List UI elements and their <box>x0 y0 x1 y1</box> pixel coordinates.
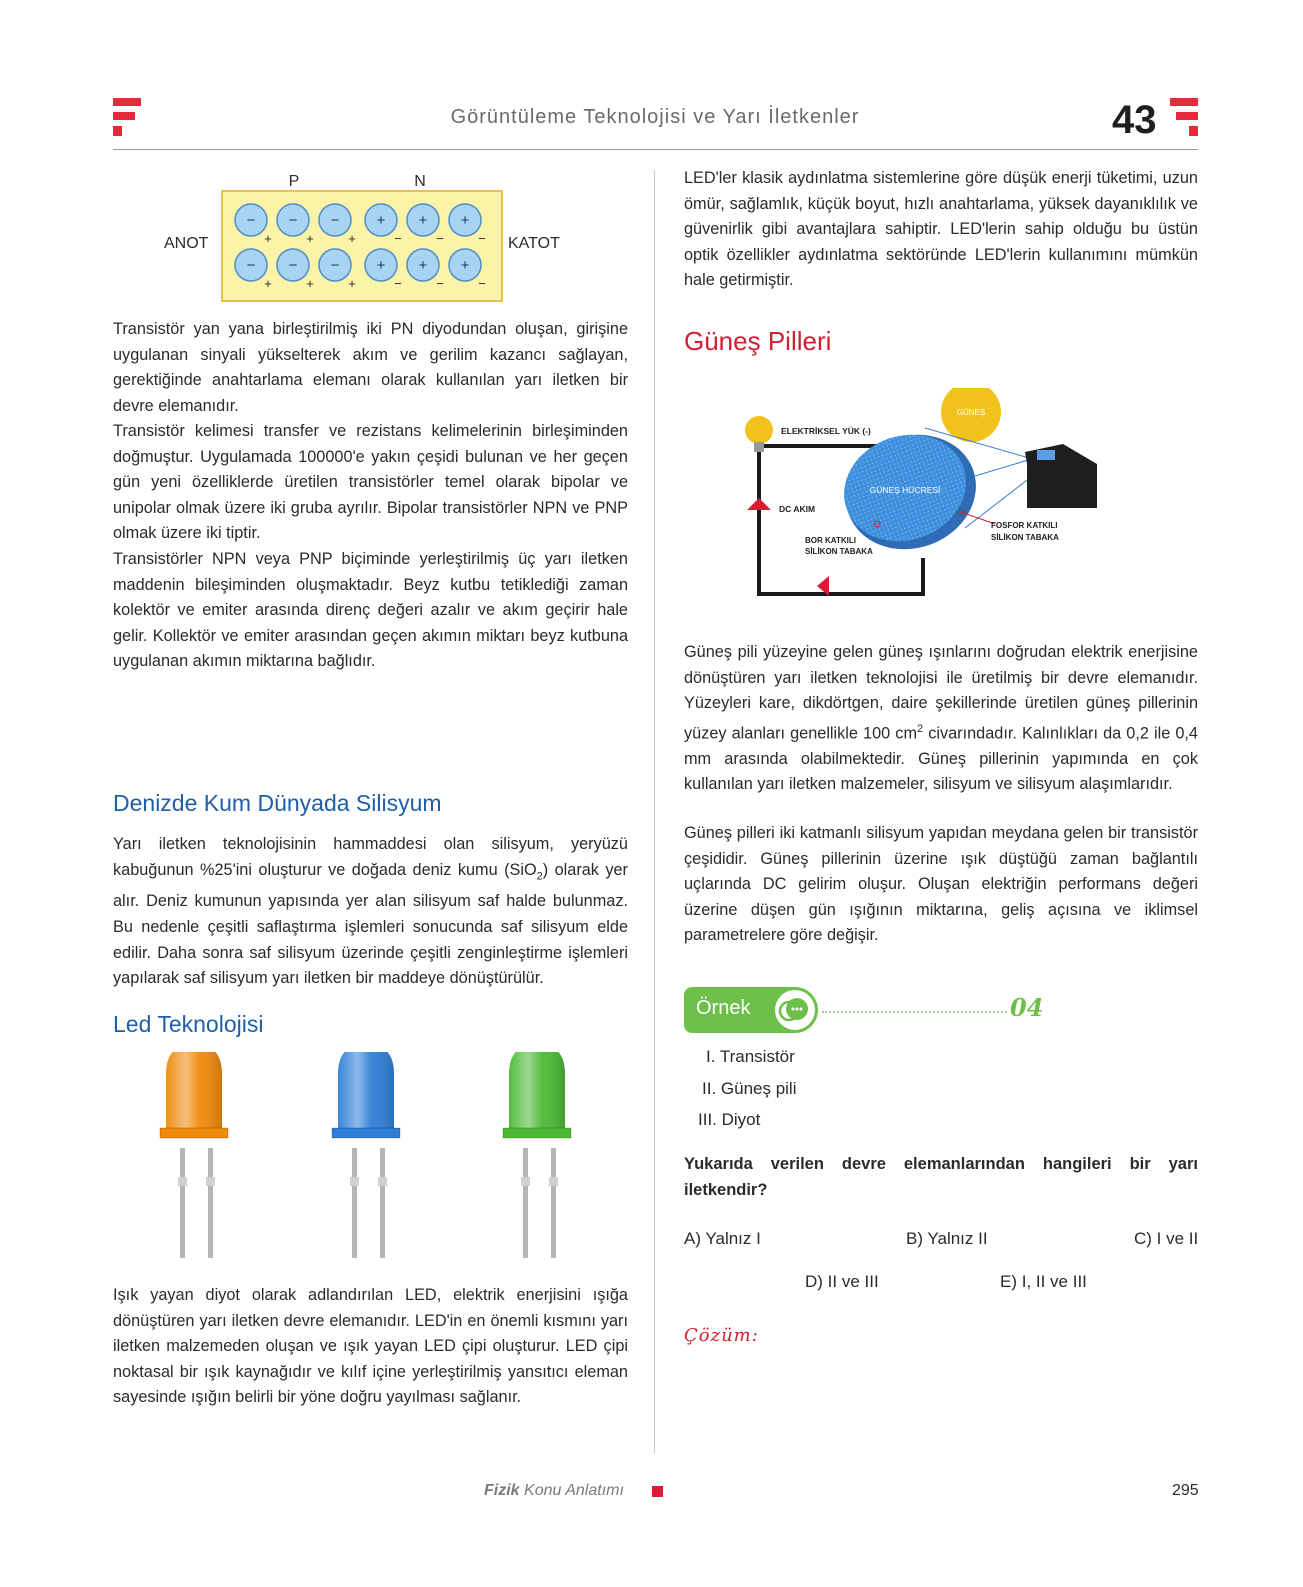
load-label: ELEKTRİKSEL YÜK (-) <box>781 426 871 436</box>
example-question: Yukarıda verilen devre elemanlarından hangileri bir yarı iletkendir? <box>684 1155 1198 1199</box>
solar-text-after: civarındadır. Kalınlıkları da 0,2 ile 0,4 mm arasında olabilmektedir. Güneş pillerinin yapımında en çok kullanılan yarı iletken malzemeler, silisyum ve silisyum alaşımlarıdır. <box>684 724 1198 794</box>
sun-label: GÜNEŞ <box>956 408 986 417</box>
heading-solar: Güneş Pilleri <box>684 326 832 356</box>
led-green <box>503 1052 571 1258</box>
label-anode: ANOT <box>164 235 209 252</box>
example-badge <box>684 987 818 1033</box>
example-item-1: I. Transistör <box>706 1047 795 1066</box>
solar-cell-diagram <box>745 388 1135 608</box>
option-d[interactable]: D) II ve III <box>805 1272 879 1291</box>
option-b[interactable]: B) Yalnız II <box>906 1229 988 1248</box>
solution-label: Çözüm: <box>684 1325 759 1346</box>
ion-sign: − <box>436 276 444 291</box>
led-blue <box>332 1052 400 1258</box>
led-orange <box>160 1052 228 1258</box>
ion-sign: + <box>348 276 356 291</box>
label-cathode: KATOT <box>508 235 560 252</box>
footer-subject-bold: Fizik <box>484 1482 520 1499</box>
carrier-sign: + <box>460 212 470 229</box>
footer-square <box>652 1486 663 1497</box>
chapter-number: 43 <box>1112 98 1157 142</box>
example-dotted-line <box>822 1011 1007 1013</box>
solar-text-before: Güneş pili yüzeyine gelen güneş ışınlarını doğrudan elektrik enerjisine dönüştüren yarı iletken teknolojisi ile üretilmiş bir devre elemanıdır. Yüzeyleri kare, dikdörtgen, daire şekillerinde üretilen güneş pillerinin yüzey alanları genellikle 100 cm <box>684 643 1198 743</box>
option-e[interactable]: E) I, II ve III <box>1000 1272 1087 1291</box>
example-number: 04 <box>1010 993 1044 1022</box>
house-icon <box>1025 444 1097 508</box>
option-a[interactable]: A) Yalnız I <box>684 1229 761 1248</box>
boron-label-2: SİLİKON TABAKA <box>805 547 873 556</box>
transistor-paragraph-1: Transistör yan yana birleştirilmiş iki PN diyodundan oluşan, girişine uygulanan sinyali yükselterek akım ve gerilim kazancı sağlayan, gerektiğinde anahtarlama elemanı olarak kullanılan yarı iletken bir devre elemanıdır. <box>113 320 628 415</box>
label-p: P <box>288 173 300 190</box>
phosphor-label-1: FOSFOR KATKILI <box>991 521 1058 530</box>
heading-silicon: Denizde Kum Dünyada Silisyum <box>113 790 442 816</box>
boron-label-1: BOR KATKILI <box>805 536 856 545</box>
footer-subtitle: Konu Anlatımı <box>524 1482 624 1499</box>
bulb-icon <box>745 416 773 444</box>
ion-sign: + <box>264 276 272 291</box>
cell-label: GÜNEŞ HÜCRESİ <box>869 485 941 495</box>
brand-logo-left <box>113 98 141 136</box>
column-divider <box>654 170 655 1453</box>
ion-sign: − <box>436 231 444 246</box>
carrier-sign: + <box>376 212 386 229</box>
ion-sign: − <box>394 231 402 246</box>
silicon-text-after: ) olarak yer alır. Deniz kumunun yapısında yer alan silisyum saf halde bulunmaz. Bu nedenle çeşitli saflaştırma işlemleri sonucunda saf silisyum elde edilir. Daha sonra saf silisyum üzerinde çeşitli zenginleştirme işlemleri yapılarak saf silisyum yarı iletken bir maddeye dönüştürülür. <box>113 860 628 988</box>
carrier-sign: − <box>330 257 340 274</box>
carrier-sign: + <box>460 257 470 274</box>
silicon-subscript: 2 <box>536 869 543 882</box>
carrier-sign: − <box>246 212 256 229</box>
carrier-sign: − <box>288 257 298 274</box>
ion-sign: + <box>306 231 314 246</box>
ion-sign: + <box>264 231 272 246</box>
header-rule <box>113 149 1198 150</box>
led-illustrations <box>150 1052 610 1262</box>
current-arrow-up <box>747 498 771 510</box>
ion-sign: − <box>394 276 402 291</box>
page-number: 295 <box>1172 1482 1199 1499</box>
led-intro-paragraph: LED'ler klasik aydınlatma sistemlerine göre düşük enerji tüketimi, uzun ömür, sağlamlık, küçük boyut, hızlı anahtarlama, yüksek dayanıklılık ve güvenirlik gibi avantajlara sahiptir. LED'lerin sahip olduğu bu üstün optik özellikler aydınlatma sektöründe LED'lerin kullanımını mümkün hale getirmiştir. <box>684 169 1198 290</box>
carrier-sign: + <box>418 212 428 229</box>
label-n: N <box>414 173 426 190</box>
option-c[interactable]: C) I ve II <box>1134 1229 1199 1248</box>
transistor-paragraph-2: Transistör kelimesi transfer ve rezistans kelimelerinin birleşiminden doğmuştur. Uygulamada 100000'e yakın çeşidi bulunan ve her geçen gün yeni özelliklerde üretilen transistörler temel olarak bipolar ve unipolar olmak üzere iki gruba ayrılır. Bipolar transistörler NPN ve PNP olmak üzere iki tiptir. <box>113 422 628 543</box>
example-item-3: III. Diyot <box>698 1110 761 1129</box>
dc-label: DC AKIM <box>779 504 816 514</box>
silicon-text-before: Yarı iletken teknolojisinin hammaddesi olan silisyum, yeryüzü kabuğunun %25'ini oluşturur ve doğada deniz kumu (SiO <box>113 835 628 879</box>
carrier-sign: − <box>288 212 298 229</box>
ion-sign: − <box>478 231 486 246</box>
footer-subject <box>484 1482 624 1500</box>
ion-sign: − <box>478 276 486 291</box>
carrier-sign: − <box>246 257 256 274</box>
solar-paragraph-2: Güneş pilleri iki katmanlı silisyum yapıdan meydana gelen bir transistör çeşididir. Güneş pillerinin üzerine ışık düştüğü zaman bağlantılı uçlarında DC gelirim oluşur. Oluşan elektriğin performans değeri üzerine düşen gün ışığının miktarına, geliş açısına ve iklimsel parametrelere göre değişir. <box>684 824 1198 945</box>
page-header-title: Görüntüleme Teknolojisi ve Yarı İletkenler <box>450 106 860 128</box>
transistor-paragraph-3: Transistörler NPN veya PNP biçiminde yerleştirilmiş üç yarı iletken maddenin bileşiminden oluşmaktadır. Beyz kutbu tetiklediği zaman kolektör ve emiter arasında direnç değeri azalır ve akım geçirir hale gelir. Kollektör ve emiter arasından geçen akımın miktarı beyz kutbuna uygulanan akımın miktarına bağlıdır. <box>113 550 628 671</box>
example-item-2: II. Güneş pili <box>702 1079 797 1098</box>
heading-led: Led Teknolojisi <box>113 1011 264 1037</box>
chat-bubble-icon <box>775 990 815 1030</box>
solar-paragraph-1 <box>684 640 1198 798</box>
bulb-base <box>754 442 764 452</box>
silicon-paragraph <box>113 832 628 992</box>
ion-sign: + <box>348 231 356 246</box>
carrier-sign: − <box>330 212 340 229</box>
example-label: Örnek <box>696 997 751 1019</box>
phosphor-label-2: SİLİKON TABAKA <box>991 533 1059 542</box>
pn-junction-diagram <box>160 168 580 308</box>
led-paragraph: Işık yayan diyot olarak adlandırılan LED, elektrik enerjisini ışığa dönüştüren yarı iletken devre elemanıdır. LED'in en önemli kısmını yarı iletken malzemeden oluşan ve ışık yayan LED çipi oluşturur. LED çipi noktasal bir ışık kaynağıdır ve kılıf içine yerleştirilmiş yansıtıcı eleman sayesinde ışığın belirli bir yöne doğru yayılması sağlanır. <box>113 1286 628 1407</box>
carrier-sign: + <box>418 257 428 274</box>
ion-sign: + <box>306 276 314 291</box>
solar-superscript: 2 <box>917 722 924 735</box>
brand-logo-right <box>1170 98 1198 136</box>
carrier-sign: + <box>376 257 386 274</box>
